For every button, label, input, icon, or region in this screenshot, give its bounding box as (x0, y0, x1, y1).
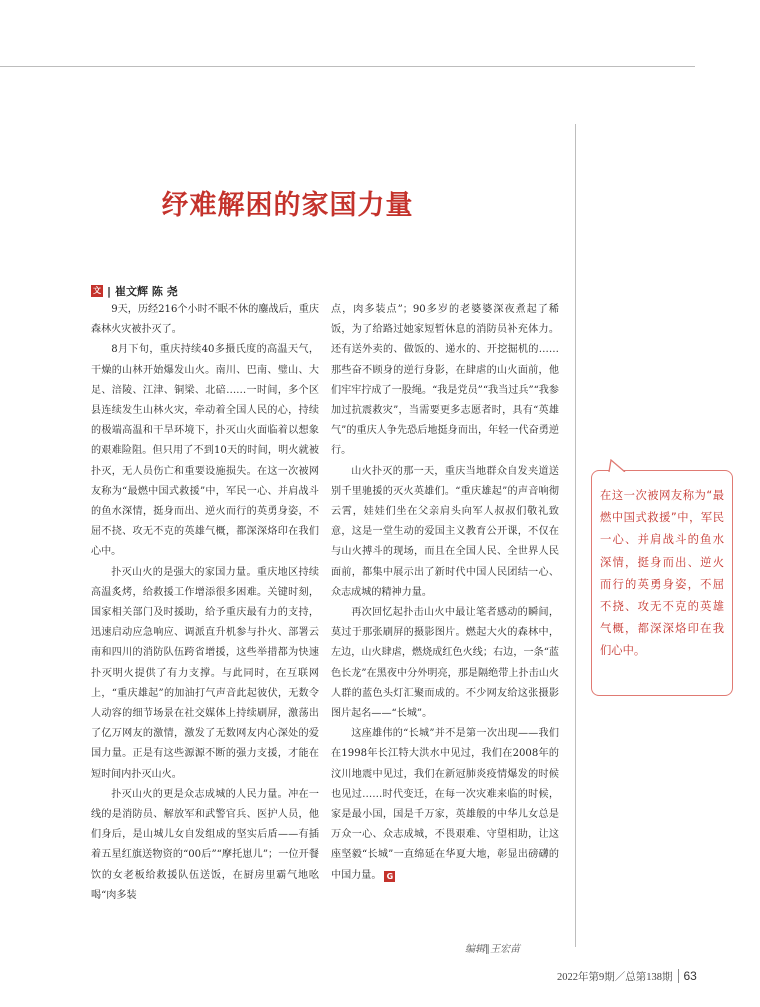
paragraph: 再次回忆起扑击山火中最让笔者感动的瞬间，莫过于那张刷屏的摄影图片。燃起大火的森林中，左边，山火肆虐，燃烧成红色火线；右边，一条“蓝色长龙”在黑夜中分外明亮，那是隔绝带上扑击山火人群的蓝色头灯汇聚而成的。不少网友给这张摄影图片起名——“长城”。 (331, 607, 559, 720)
byline-mark: 文 (93, 286, 101, 295)
pull-quote-text: 在这一次被网友称为“最燃中国式救援”中，军民一心、并肩战斗的鱼水深情，挺身而出、逆火而行的英勇身姿，不屈不挠、攻无不克的英雄气概，都深深烙印在我们心中。 (600, 489, 724, 658)
article-column-left (91, 300, 319, 906)
footer-divider (678, 969, 679, 983)
article-column-right (331, 300, 559, 886)
column-divider (575, 124, 576, 947)
paragraph-text: 这座雄伟的“长城”并不是第一次出现——我们在1998年长江特大洪水中见过，我们在2008年的汶川地震中见过，我们在新冠肺炎疫情爆发的时候也见过……时代变迁，在每一次灾难来临的时候，家是最小国，国是千万家，英雄般的中华儿女总是万众一心、众志成城，不畏艰难、守望相助，让这座坚毅“长城”一直绵延在华夏大地，彰显出磅礴的中国力量。 (331, 728, 559, 881)
page-number: 63 (683, 969, 697, 983)
byline-authors: 崔文辉 陈 尧 (115, 285, 178, 298)
paragraph: 8月下旬，重庆持续40多摄氏度的高温天气，干燥的山林开始爆发山火。南川、巴南、璧山、大足、涪陵、江津、铜梁、北碚……一时间，多个区县连续发生山林火灾，牵动着全国人民的心，持续的极端高温和干旱环境下，扑灭山火面临着以想象的艰难险阻。但只用了不到10天的时间，明火就被扑灭，无人员伤亡和重要设施损失。在这一次被网友称为“最燃中国式救援”中，军民一心、并肩战斗的鱼水深情，挺身而出、逆火而行的英勇身姿，不屈不挠、攻无不克的英雄气概，都深深烙印在我们心中。 (91, 344, 319, 558)
paragraph: 山火扑灭的那一天，重庆当地群众自发夹道送别千里驰援的灭火英雄们。“重庆雄起”的声音响彻云霄，娃娃们坐在父亲肩头向军人叔叔们敬礼致意，这是一堂生动的爱国主义教育公开课，不仅在与山火搏斗的现场，而且在全国人民、全世界人民面前，都集中展示出了新时代中国人民团结一心、众志成城的精神力量。 (331, 465, 559, 598)
end-mark-icon: G (384, 871, 395, 882)
byline (91, 284, 178, 298)
issue-info: 2022年第9期／总第138期 (557, 972, 673, 983)
speech-tail-icon (608, 459, 628, 472)
top-rule (0, 66, 695, 67)
article-title: 纾难解困的家国力量 (161, 190, 414, 221)
paragraph-last (331, 724, 559, 886)
editor-credit: 编辑∥王宏苗 (465, 944, 520, 955)
paragraph: 点，肉多装点”；90多岁的老婆婆深夜煮起了稀饭，为了给路过她家短暂休息的消防员补充体力。还有送外卖的、做饭的、递水的、开挖掘机的……那些奋不顾身的逆行身影，在肆虐的山火面前，他们牢牢拧成了一股绳。“我是党员”“我当过兵”“我参加过抗震救灾”，当需要更多志愿者时，具有“英雄气”的重庆人争先恐后地挺身而出，年轻一代奋勇逆行。 (331, 304, 559, 457)
paragraph: 扑灭山火的更是众志成城的人民力量。冲在一线的是消防员、解放军和武警官兵、医护人员，他们身后，是山城儿女自发组成的坚实后盾——有插着五星红旗送物资的“00后”“摩托崽儿”；一位开餐饮的女老板给救援队伍送饭，在厨房里霸气地吆喝“肉多装 (91, 788, 319, 901)
paragraph: 9天，历经216个小时不眠不休的鏖战后，重庆森林火灾被扑灭了。 (91, 304, 319, 336)
paragraph: 扑灭山火的是强大的家国力量。重庆地区持续高温炙烤，给救援工作增添很多困难。关键时刻，国家相关部门及时援助，给予重庆最有力的支持，迅速启动应急响应、调派直升机参与扑火、部署云南和四川的消防队伍跨省增援，这些举措都为快速扑灭明火提供了有力支撑。与此同时，在互联网上，“重庆雄起”的加油打气声音此起彼伏，无数令人动容的细节场景在社交媒体上持续刷屏，激荡出了亿万网友的激情，激发了无数网友内心深处的爱国力量。正是有这些源源不断的强力支援，才能在短时间内扑灭山火。 (91, 566, 319, 780)
page-footer (557, 969, 697, 984)
byline-separator: | (107, 284, 112, 298)
